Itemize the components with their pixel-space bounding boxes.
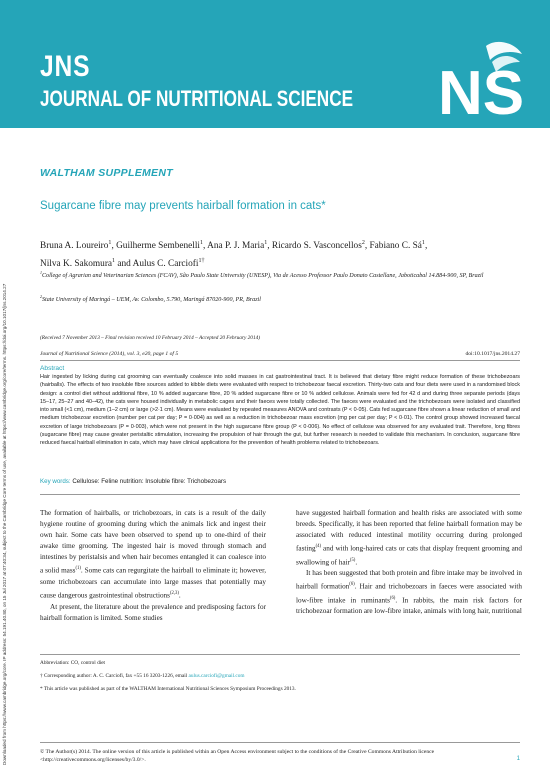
author-list: Bruna A. Loureiro$^1$, Guilherme Sembenelli$^1$, Ana P. J. Maria$^1$, Ricardo S. Vasconcellos$^2$, Fabiano C. $Sá^1$, Nilva K. Sakomura$^1$ and Aulus C. Carciofi$^{1\dagger}$ [40,240,428,270]
journal-short-name: JNS [40,50,91,83]
affiliation-1: $^1$College of Agrarian and Veterinarian Sciences (FCAV), São Paulo State University (UNESP), Via de Acesso Professor Paulo Donato Castellane, Jaboticabal 14.884-900, SP, Brazil [40,270,484,280]
abbreviations: Abbreviation: CO, control diet [40,660,106,666]
journal-name: JOURNAL OF NUTRITIONAL SCIENCE [40,86,354,111]
journal-citation: Journal of Nutritional Science (2014), vol. 3, e20, page 1 of 5 [40,351,179,357]
body-column-right [296,508,522,617]
paragraph: It has been suggested that both protein and fibre intake may be involved in hairball formation$^{(6)}$. Hair and trichobezoars in faeces were associated with low-fibre intake in ruminants$^{(6)}$. In rabbits, the main risk factors for trichobezoar formation are low-fibre intake, animals with long hair, nutritional [296,569,523,616]
body-column-left [40,508,266,624]
paragraph: At present, the literature about the prevalence and predisposing factors for hairball formation is limited. Some studies [40,602,266,622]
divider [40,654,520,655]
journal-header [0,0,550,128]
footnotes [40,660,520,699]
symposium-note: * This article was published as part of the WALTHAM International Nutritional Sciences Symposium Proceedings 2013. [40,686,296,692]
page-number: 1 [516,756,520,762]
article-title: Sugarcane fibre may prevents hairball formation in cats* [40,200,326,212]
paragraph: The formation of hairballs, or trichobezoars, in cats is a result of the daily hygiene routine of grooming during which the animals lick and ingest their own hair. Some cats have been observed to spend up to one-third of their awake time grooming. The ingested hair is moved through stomach and intestines by peristalsis and when hair becomes entangled it can coalesce into a solid mass$^{(1)}$. Some cats can regurgitate the hairball to eliminate it; however, some trichobezoars can accumulate into large masses that potentially may cause dangerous gastrointestinal obstructions$^{(2,3)}$. [40,509,266,600]
download-sidebar [2,130,12,770]
keywords-text: Cellulose: Feline nutrition: Insoluble fibre: Trichobezoars [72,478,227,485]
keywords [40,478,520,485]
abstract-heading: Abstract [40,365,65,372]
ns-leaf-logo-icon [434,40,530,120]
doi[interactable]: doi:10.1017/jns.2014.27 [465,351,520,357]
citation-line [40,351,520,357]
divider [40,494,520,495]
paragraph: have suggested hairball formation and health risks are associated with some breeds. Specifically, it has been reported that feline hairball formation may be associated with reduced intestinal motility occurring during prolonged fasting$^{(4)}$ and with long-haired cats or cats that display frequent grooming and swallowing of hair$^{(5)}$. [296,509,522,567]
download-notice: Downloaded from https://www.cambridge.org/core. IP address: 54.191.40.80, on 15 Jul 2017 at 07:40:34, subject to the Cambridge Core terms of use, available at https://www.cambridge.org/core/terms. https://doi.org/10.1017/jns.2014.27 [2,283,7,765]
copyright-notice: © The Author(s) 2014. The online version of this article is published within an Open Access environment subject to the conditions of the Creative Commons Attribution licence <http://creativecommons.org/licenses/by/3.0/>. [40,749,435,763]
affiliation-2: $^2$State University of Maringá – UEM, Av. Colombo, 5.790, Maringá 87020-900, PR, Brazil [40,294,261,304]
divider [40,742,520,743]
ns-logo-letters: NS [438,59,525,120]
corresponding-author: † Corresponding author: A. C. Carciofi, fax +55 16 3203-1226, email aulus.carciofi@gmail.com [40,673,245,679]
supplement-label: WALTHAM SUPPLEMENT [40,167,173,179]
abstract-section [40,360,520,448]
abstract-text: Hair ingested by licking during cat grooming can eventually coalesce into solid masses in cat gastrointestinal tract. It is believed that dietary fibre might reduce formation of these trichobezoars (hairballs). The effects of two insoluble fibre sources added to kibble diets were evaluated with respect to trichobezoar faecal excretion. Thirty-two cats and four diets were used in a randomised block design: a control diet without additional fibre, 10 % added sugarcane fibre, 20 % added sugarcane fibre or 10 % added cellulose. Animals were fed for 42 d and during three separate periods (days 15–17, 25–27 and 40–42), the cats were housed individually in metabolic cages and their faeces were totally collected. The faeces were evaluated and the trichobezoars were isolated and classified into small (<1 cm), medium (1–2 cm) or large (>2·1 cm). Means were evaluated by repeated measures ANOVA and contrasts (P < 0·05). Cats fed sugarcane fibre shown a linear reduction of small and medium trichobezoar excretion (number per cat per day; P = 0·004) as well as a reduction in trichobezoar mass excretion (mg per cat per day; P < 0·01). The control group showed increased faecal excretion of large trichobezoars (P = 0·003), which were not present in the high sugarcane fibre group (P < 0·006). No effect of cellulose was observed for any evaluated trait. Therefore, long fibres (sugarcane fibre) may cause greater peristaltic stimulation, increasing the propulsion of hair through the gut, but further research is needed to validate this mechanism. In conclusion, sugarcane fibre reduced faecal hairball elimination in cats, which may have clinical applications for the prevention of health problems related to trichobezoars. [40,374,520,447]
received-dates: (Received 7 November 2013 – Final revision received 10 February 2014 – Accepted 20 February 2014) [40,335,260,341]
keywords-label: Key words: [40,478,71,485]
author-email-link[interactable]: aulus.carciofi@gmail.com [188,673,245,679]
